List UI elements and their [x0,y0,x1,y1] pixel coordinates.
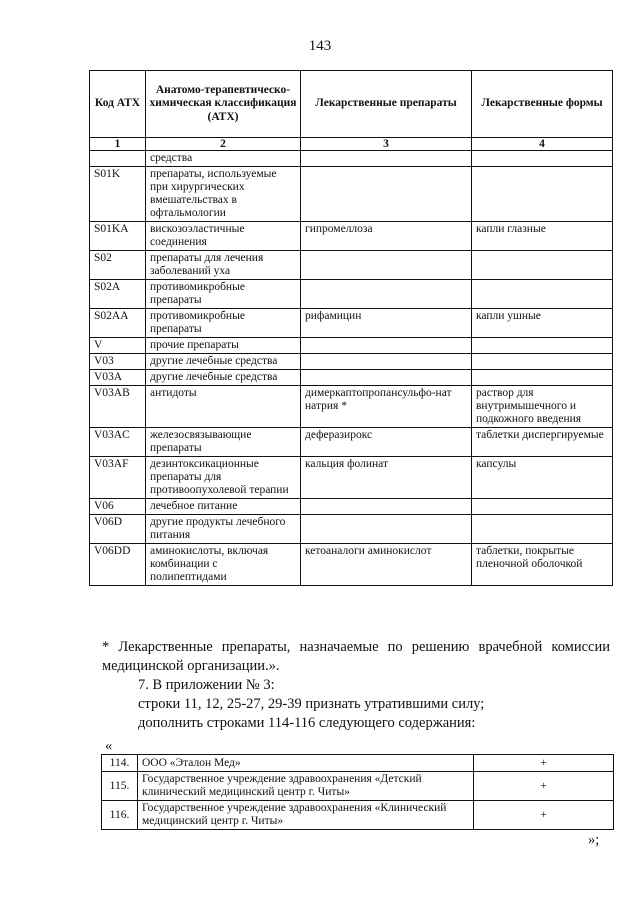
closing-quote: »; [588,832,600,848]
atx-classification: средства [146,151,301,167]
table-row [90,251,613,280]
footnote: * Лекарственные препараты, назначаемые по решению врачебной комиссии медицинской организации.». [102,639,610,674]
dosage-form [472,370,613,386]
atx-code: V03 [90,354,146,370]
table-header-row [90,71,613,138]
table-row [102,772,614,801]
atx-classification: антидоты [146,386,301,428]
atx-code: V06DD [90,544,146,586]
atx-code: S02AA [90,309,146,338]
header-dosage-forms: Лекарственные формы [472,71,613,138]
drug-name [301,338,472,354]
dosage-form [472,338,613,354]
column-number: 2 [146,138,301,151]
column-number: 1 [90,138,146,151]
item-7-line-2: строки 11, 12, 25-27, 29-39 признать утратившими силу; [138,696,485,712]
atx-classification: дезинтоксикационные препараты для противоопухолевой терапии [146,457,301,499]
row-number: 114. [102,755,138,772]
header-atx-classification: Анатомо-терапевтическо-химическая классификация (АТХ) [146,71,301,138]
atx-classification: другие продукты лечебного питания [146,515,301,544]
table-row [90,544,613,586]
opening-quote: « [105,738,113,754]
table-row [90,457,613,499]
drug-name: рифамицин [301,309,472,338]
drug-name [301,167,472,222]
atx-code: V03A [90,370,146,386]
atx-code: V [90,338,146,354]
dosage-form: капли глазные [472,222,613,251]
table-row [90,280,613,309]
column-number: 3 [301,138,472,151]
atx-classification: противомикробные препараты [146,280,301,309]
drug-name: гипромеллоза [301,222,472,251]
drug-name [301,151,472,167]
dosage-form: таблетки диспергируемые [472,428,613,457]
table-row [90,222,613,251]
organization-name: ООО «Эталон Мед» [138,755,474,772]
atx-classification: другие лечебные средства [146,370,301,386]
atx-classification: другие лечебные средства [146,354,301,370]
atx-code: V06D [90,515,146,544]
table-row [90,309,613,338]
plus-mark: + [474,772,614,801]
atx-code: S02 [90,251,146,280]
header-drugs: Лекарственные препараты [301,71,472,138]
atx-classification: лечебное питание [146,499,301,515]
page-number: 143 [308,38,332,54]
table-row [90,370,613,386]
plus-mark: + [474,801,614,830]
row-number: 115. [102,772,138,801]
drug-name: димеркаптопропансульфо-нат натрия * [301,386,472,428]
table-row [90,515,613,544]
table-row [102,755,614,772]
drug-name [301,499,472,515]
dosage-form [472,280,613,309]
table-row [90,354,613,370]
drug-name [301,354,472,370]
table-row [90,386,613,428]
dosage-form: капсулы [472,457,613,499]
dosage-form [472,167,613,222]
dosage-form: капли ушные [472,309,613,338]
drug-name [301,251,472,280]
header-atx-code: Код АТХ [90,71,146,138]
column-number: 4 [472,138,613,151]
drug-name: кальция фолинат [301,457,472,499]
drug-name: деферазирокс [301,428,472,457]
atx-code [90,151,146,167]
drug-name [301,370,472,386]
plus-mark: + [474,755,614,772]
atx-drug-table [89,70,613,586]
table-row [90,151,613,167]
dosage-form [472,499,613,515]
atx-classification: препараты для лечения заболеваний уха [146,251,301,280]
dosage-form [472,515,613,544]
atx-code: S02A [90,280,146,309]
table-row [90,167,613,222]
table-row [90,338,613,354]
atx-classification: противомикробные препараты [146,309,301,338]
column-number-row [90,138,613,151]
atx-code: V06 [90,499,146,515]
table-row [90,499,613,515]
atx-classification: прочие препараты [146,338,301,354]
row-number: 116. [102,801,138,830]
organization-name: Государственное учреждение здравоохранения «Детский клинический медицинский центр г. Читы» [138,772,474,801]
item-7-line-3: дополнить строками 114-116 следующего содержания: [138,715,476,731]
organization-list-table [101,754,614,830]
drug-name [301,280,472,309]
atx-code: S01K [90,167,146,222]
table-row [102,801,614,830]
dosage-form [472,251,613,280]
atx-code: V03AC [90,428,146,457]
dosage-form [472,151,613,167]
atx-classification: аминокислоты, включая комбинации с полипептидами [146,544,301,586]
drug-name: кетоаналоги аминокислот [301,544,472,586]
dosage-form: раствор для внутримышечного и подкожного введения [472,386,613,428]
atx-code: V03AB [90,386,146,428]
item-7-heading: 7. В приложении № 3: [138,677,275,693]
atx-classification: препараты, используемые при хирургических вмешательствах в офтальмологии [146,167,301,222]
atx-code: S01KA [90,222,146,251]
atx-classification: вискозоэластичные соединения [146,222,301,251]
drug-name [301,515,472,544]
dosage-form: таблетки, покрытые пленочной оболочкой [472,544,613,586]
dosage-form [472,354,613,370]
table-row [90,428,613,457]
organization-name: Государственное учреждение здравоохранения «Клинический медицинский центр г. Читы» [138,801,474,830]
atx-code: V03AF [90,457,146,499]
atx-classification: железосвязывающие препараты [146,428,301,457]
